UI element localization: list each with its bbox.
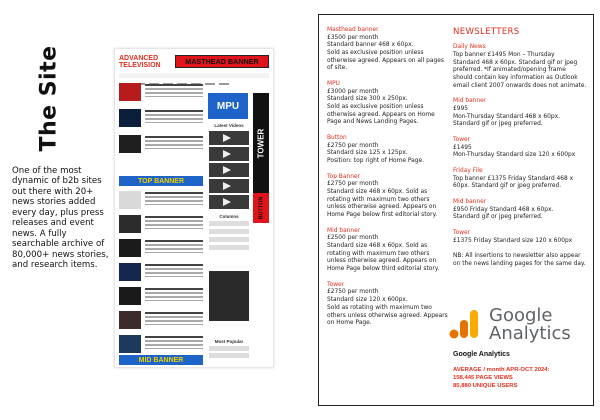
list-item: [119, 263, 203, 285]
list-item: [119, 109, 203, 131]
button-ad-slot: BUTTON: [253, 193, 269, 223]
video-thumb: [209, 147, 249, 161]
top-banner-slot: TOP BANNER: [119, 176, 203, 186]
latest-videos-heading: Latest Videos: [214, 123, 244, 128]
list-item: [119, 335, 203, 357]
list-item: [119, 287, 203, 309]
website-screenshot: [114, 48, 274, 368]
list-item: [119, 215, 203, 237]
newsletter-note: NB: All insertions to newsletter also appear on the news landing pages for the same day.: [453, 253, 586, 267]
list-item: [119, 239, 203, 261]
video-thumb: [209, 131, 249, 145]
site-description: One of the most dynamic of b2b sites out there with 20+ news stories added every day, plus press releases and event news. A fully searchable archive of 80,000+ news stories, and research items.: [12, 166, 109, 271]
video-thumb: [209, 179, 249, 193]
mpu-slot: MPU: [208, 93, 248, 119]
site-nav: [119, 73, 269, 78]
list-item: [119, 83, 203, 105]
page-title: The Site: [36, 45, 62, 152]
newsletter-rates: NEWSLETTERS Daily News Top banner £1495 Mon – Thursday Standard 468 x 60px. Standard gif or jpeg preferred. *If animated/opening frame should contain key information as Outlook email client 2007 onwards does not animate. Mid banner £995 Mon-Thursday Standard 468 x 60px. Standard gif or jpeg preferred. Tower £1495 Mon-Thursday Standard size 120 x 600px Friday File Top banner £1375 Friday Standard 468 x 60px. Standard gif or jpeg preferred. Mid banner £950 Friday Standard 468 x 60px. Standard gif or jpeg preferred. Tower £1375 Friday Standard size 120 x 600px NB: All insertions to newsletter also appear on the news landing pages for the same day.: [453, 27, 587, 267]
masthead-banner-slot: MASTHEAD BANNER: [175, 55, 269, 68]
video-thumb: [209, 163, 249, 177]
list-item: [119, 135, 203, 157]
google-analytics-logo-text: Google Analytics: [489, 305, 571, 344]
most-popular-heading: Most Popular: [214, 339, 244, 344]
list-item: [119, 191, 203, 213]
columns-heading: Columns: [219, 214, 239, 219]
mid-banner-slot: MID BANNER: [119, 355, 203, 365]
tower-slot: TOWER: [253, 93, 269, 193]
google-analytics-icon: [449, 309, 479, 339]
rate-card: [318, 14, 594, 406]
promo-image: [209, 271, 249, 321]
newsletters-heading: NEWSLETTERS: [453, 27, 520, 37]
website-rates: Masthead banner £3500 per month Standard banner 468 x 60px. Sold as exclusive position unless otherwise agreed. Appears on all pages of site. MPU £3000 per month Standard size 300 x 250px. Sold as exclusive position unless otherwise agreed. Appears on Home Page and News Landing Pages. Button £2750 per month Standard size 125 x 125px. Position: top right of Home Page. Top Banner £2750 per month Standard size 468 x 60px. Sold as rotating with maximum two others unless otherwise agreed. Appears on Home Page below first editorial story. Mid banner £2500 per month Standard size 468 x 60px. Sold as rotating with maximum two others unless otherwise agreed. Appears on Home Page below third editorial story. Tower £2750 per month Standard size 120 x 600px. Sold as rotating with maximum two others unless otherwise agreed. Appears on Home Page.: [327, 27, 448, 327]
analytics-label: Google Analytics: [453, 351, 510, 358]
site-logo: ADVANCED TELEVISION: [119, 55, 161, 70]
video-thumb: [209, 195, 249, 209]
traffic-stats: AVERAGE / month APR-OCT 2024: 158,445 PAGE VIEWS 85,880 UNIQUE USERS: [453, 367, 550, 389]
list-item: [119, 311, 203, 333]
